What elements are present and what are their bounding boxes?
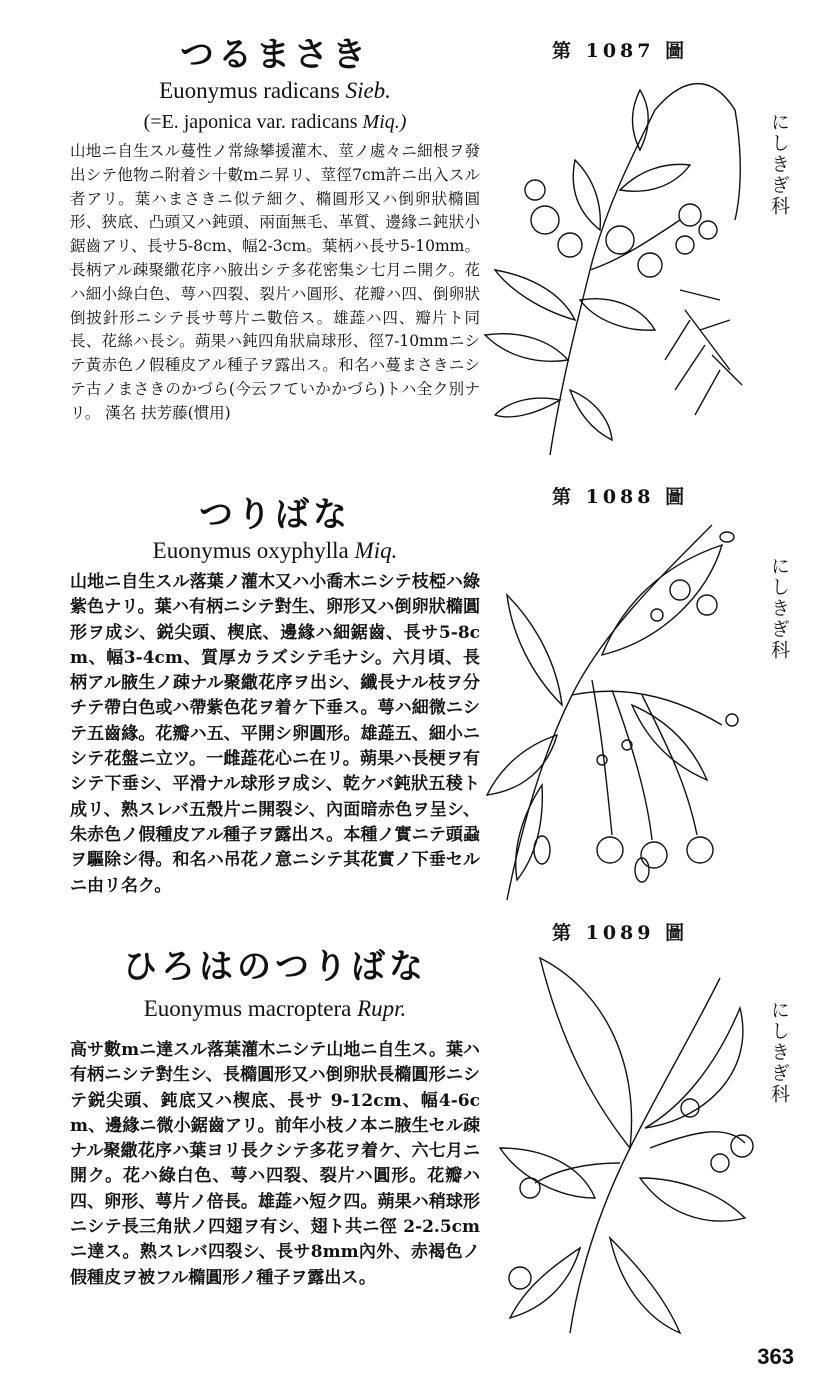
seed-detail: [720, 532, 734, 542]
leaf: [540, 958, 632, 1148]
fruit: [687, 837, 713, 863]
description-1087: 山地ニ自生スル蔓性ノ常綠攀援灌木、莖ノ處々ニ細根ヲ發出シテ他物ニ附着シ十數mニ昇リ、莖徑7cm許ニ出入スル者アリ。葉ハまさきニ似テ細ク、橢圓形又ハ倒卵狀橢圓形、狹底、凸頭又ハ鈍頭、兩面無毛、革質、邊緣ニ鈍狀小鋸齒アリ、長サ5-8cm、幅2-3cm。葉柄ハ長サ5-10mm。長柄アル疎聚繖花序ハ腋出シテ多花密集シ七月ニ開ク。花ハ細小綠白色、萼ハ四裂、裂片ハ圓形、花瓣ハ四、倒卵狀倒披針形ニシテ長サ萼片ニ數倍ス。雄蕋ハ四、瓣片ト同長、花絲ハ長シ。蒴果ハ鈍四角狀扁球形、徑7-10mmニシテ黃赤色ノ假種皮アル種子ヲ露出ス。和名ハ蔓まさきニシテ古ノまさきのかづら(今云フていかかづら)トハ全ク別ナリ。 漢名 扶芳藤(慣用): [70, 142, 480, 422]
leaf: [640, 1178, 745, 1221]
flower: [509, 1267, 531, 1289]
leaf: [570, 390, 612, 440]
synonym-author: Miq.): [362, 111, 407, 133]
flower: [697, 595, 717, 615]
sci-author: Miq.: [354, 538, 398, 563]
main-stem: [550, 110, 655, 455]
flower: [520, 1178, 540, 1198]
fruit: [679, 204, 701, 226]
synonym-1087: [70, 108, 480, 136]
figure-label-1089: 第 1089 圖: [552, 922, 689, 944]
entry-1087: [70, 34, 480, 426]
jp-name-1087: つるまさき: [180, 35, 370, 75]
leaf: [495, 398, 560, 417]
figure-label-1087: 第 1087 圖: [552, 40, 689, 62]
entry-1088: [70, 494, 480, 899]
sci-author: Rupr.: [357, 996, 407, 1021]
entry-1089: [70, 946, 480, 1291]
leaf: [510, 1248, 580, 1318]
synonym-text: (=E. japonica var. radicans: [143, 111, 358, 133]
description-1088: 山地ニ自生スル落葉ノ灌木又ハ小喬木ニシテ枝椏ハ綠紫色ナリ。葉ハ有柄ニシテ對生、卵形又ハ倒卵狀橢圓形ヲ成シ、鋭尖頭、楔底、邊緣ハ細鋸齒、長サ5-8cm、幅3-4cm、質厚カラズシテ毛ナシ。六月頃、長柄アル腋生ノ疎ナル聚繖花序ヲ出シ、纖長ナル枝ヲ分チテ帶白色或ハ帶紫色花ヲ着ケ下垂ス。萼ハ細微ニシテ五齒緣。花瓣ハ五、平開シ卵圓形。雄蕋五、細小ニシテ花盤ニ立ツ。一雌蕋花心ニ在リ。蒴果ハ長梗ヲ有シテ下垂シ、平滑ナル球形ヲ成シ、乾ケバ鈍狀五稜ト成リ、熟スレバ五殼片ニ開裂シ、內面暗赤色ヲ呈シ、朱赤色ノ假種皮アル種子ヲ露出ス。本種ノ實ニテ頭蝨ヲ驅除シ得。和名ハ吊花ノ意ニシテ其花實ノ下垂セルニ由リ名ク。: [70, 572, 480, 896]
sci-genus-species: Euonymus oxyphylla: [152, 538, 349, 563]
sci-genus-species: Euonymus radicans: [159, 78, 340, 103]
peduncle: [592, 680, 697, 840]
fruit: [731, 1135, 753, 1157]
flower: [726, 714, 738, 726]
leaf: [632, 705, 707, 780]
leaf: [507, 595, 562, 705]
leaf: [580, 299, 655, 330]
leaf: [610, 1238, 680, 1333]
jp-name-1089: ひろはのつりばな: [123, 947, 427, 987]
plant-illustration-1088: [482, 505, 762, 905]
family-label-1087: にしきぎ科: [768, 112, 790, 217]
family-label-1088: にしきぎ科: [768, 556, 790, 661]
main-stem: [570, 978, 720, 1333]
runner: [655, 84, 740, 220]
plant-illustration-1089: [480, 948, 760, 1338]
flower-cluster: [606, 226, 634, 254]
leaf: [645, 1008, 743, 1128]
flower-cluster: [525, 180, 545, 200]
sci-genus-species: Euonymus macroptera: [143, 996, 352, 1021]
page-number: 363: [757, 1344, 794, 1369]
leaf: [495, 270, 575, 320]
fruit: [711, 1154, 729, 1172]
figure-label-1088: 第 1088 圖: [552, 486, 689, 508]
jp-name-1088: つりばな: [199, 495, 351, 535]
flower-cluster: [638, 253, 662, 277]
sci-name-1087: [70, 76, 480, 106]
leaf: [500, 1148, 595, 1198]
fruit: [641, 842, 667, 868]
seed-detail: [534, 836, 550, 864]
fruit: [699, 221, 717, 239]
flower: [597, 755, 607, 765]
leaf: [602, 545, 722, 655]
sci-name-1088: [70, 536, 480, 566]
branch: [590, 220, 680, 270]
leaf: [516, 785, 543, 880]
main-stem: [507, 525, 712, 900]
fruit: [676, 236, 694, 254]
fruit: [681, 1099, 699, 1117]
flower: [670, 580, 690, 600]
leaf: [573, 160, 600, 230]
flower-cluster: [531, 206, 559, 234]
fruit: [597, 837, 623, 863]
leaf: [485, 334, 568, 362]
sci-name-1089: [70, 994, 480, 1024]
leaf: [487, 735, 557, 795]
leaf: [620, 164, 690, 191]
sci-author: Sieb.: [345, 78, 391, 103]
description-1089: 高サ數mニ達スル落葉灌木ニシテ山地ニ自生ス。葉ハ有柄ニシテ對生シ、長橢圓形又ハ倒卵狀長橢圓形ニシテ鋭尖頭、鈍底又ハ楔底、長サ 9-12cm、幅4-6cm、邊緣ニ微小鋸齒アリ。前年小枝ノ本ニ腋生セル疎ナル聚繖花序ハ葉ヨリ長クシテ多花ヲ着ケ、六七月ニ開ク。花ハ綠白色、萼ハ四裂、裂片ハ圓形。花瓣ハ四、卵形、萼片ノ倍長。雄蕋ハ短ク四。蒴果ハ稍球形ニシテ長三角狀ノ四翅ヲ有シ、翅ト共ニ徑 2-2.5cm ニ達ス。熟スレバ四裂シ、長サ8mm內外、赤褐色ノ假種皮ヲ被フル橢圓形ノ種子ヲ露出ス。: [70, 1040, 480, 1288]
family-label-1089: にしきぎ科: [768, 1000, 790, 1105]
plant-illustration-1087: [480, 70, 760, 460]
flower-cluster: [558, 233, 582, 257]
roots-detail: [665, 290, 742, 415]
flower: [651, 609, 663, 621]
